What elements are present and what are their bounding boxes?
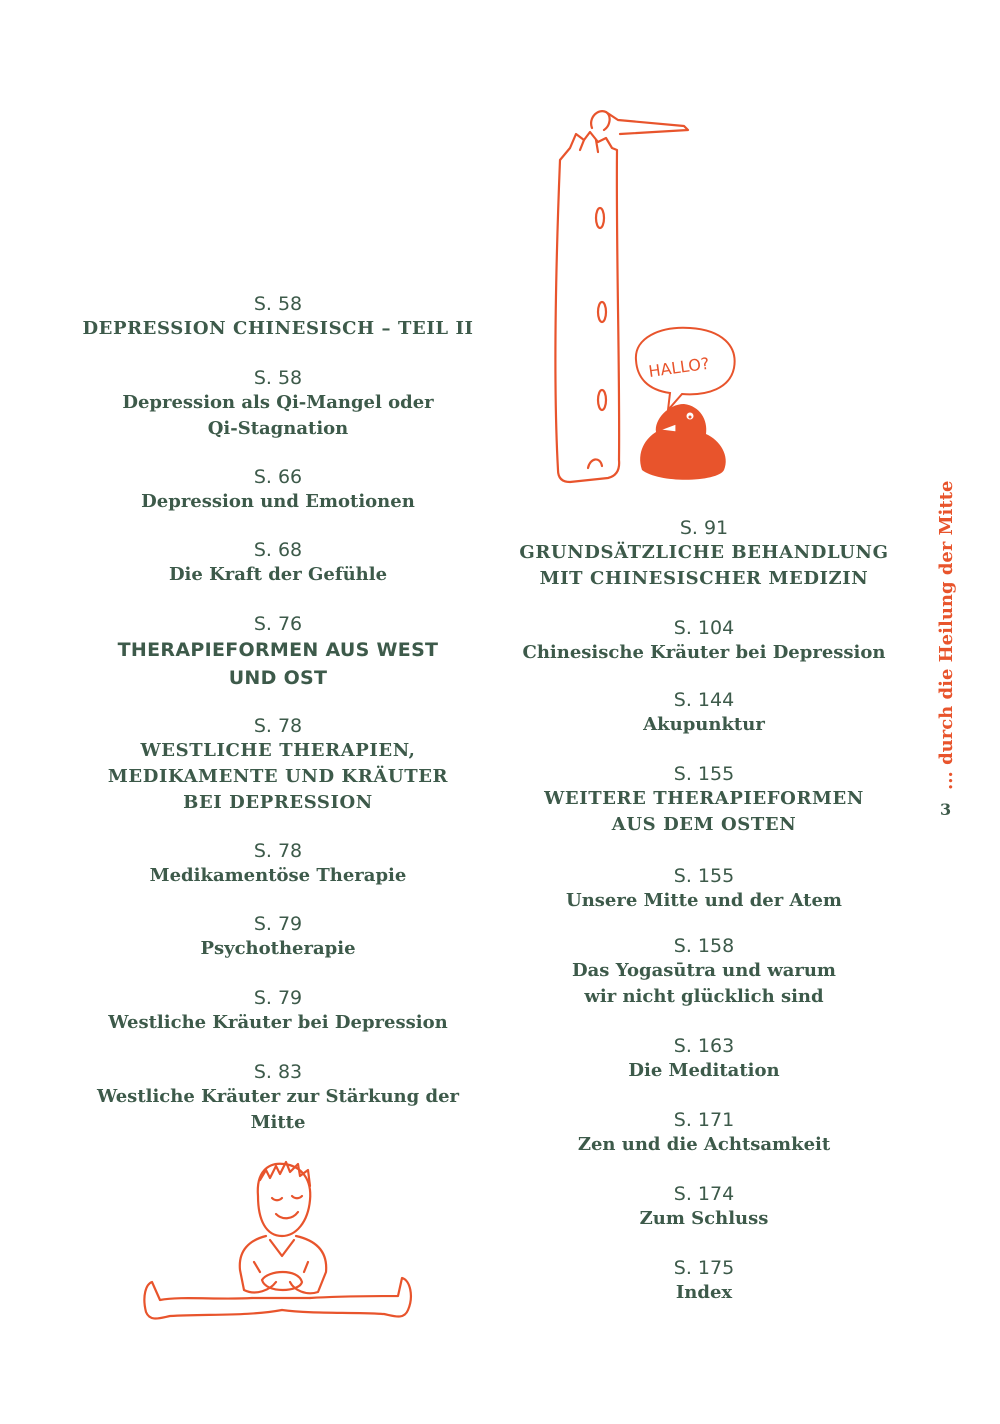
toc-page-ref: S. 175 (673, 1257, 735, 1279)
toc-page-ref: S. 158 (673, 935, 735, 957)
toc-entry-title: THERAPIEFORMEN AUS WEST UND OST (117, 639, 439, 689)
toc-entry-title: Die Meditation (628, 1060, 780, 1081)
toc-entry[interactable] (504, 616, 904, 666)
toc-entry[interactable] (504, 1034, 904, 1084)
toc-entry[interactable] (78, 465, 478, 515)
toc-entry-title: DEPRESSION CHINESISCH – TEIL II (82, 318, 474, 339)
toc-entry-title: WESTLICHE THERAPIEN, MEDIKAMENTE UND KRÄUTER BEI DEPRESSION (107, 740, 449, 813)
speech-bubble-text: HALLO? (647, 353, 711, 382)
toc-entry-title: Psychotherapie (200, 938, 356, 959)
toc-entry-title: Westliche Kräuter bei Depression (108, 1012, 448, 1033)
toc-page-ref: S. 58 (253, 367, 303, 389)
toc-entry-title: Das Yogasūtra und warum wir nicht glücklich sind (572, 960, 836, 1007)
toc-entry[interactable] (504, 516, 904, 592)
toc-entry[interactable] (78, 366, 478, 442)
toc-page-ref: S. 91 (679, 517, 729, 539)
toc-entry-title: Depression als Qi-Mangel oder Qi-Stagnation (122, 392, 434, 439)
toc-page-ref: S. 68 (253, 539, 303, 561)
toc-entry[interactable] (504, 688, 904, 738)
toc-page-ref: S. 155 (673, 865, 735, 887)
toc-page-ref: S. 83 (253, 1061, 303, 1083)
toc-page-ref: S. 66 (253, 466, 303, 488)
toc-entry[interactable] (78, 1060, 478, 1136)
toc-page-ref: S. 174 (673, 1183, 735, 1205)
toc-page-ref: S. 76 (253, 613, 303, 635)
toc-entry[interactable] (504, 864, 904, 914)
toc-entry-title: Unsere Mitte und der Atem (566, 890, 842, 911)
toc-entry-title: Die Kraft der Gefühle (168, 564, 388, 585)
toc-page-ref: S. 144 (673, 689, 735, 711)
toc-entry-title: Akupunktur (643, 714, 765, 735)
toc-entry[interactable] (78, 839, 478, 889)
toc-entry[interactable] (504, 762, 904, 838)
toc-entry[interactable] (78, 912, 478, 962)
toc-page-ref: S. 171 (673, 1109, 735, 1131)
toc-page-ref: S. 163 (673, 1035, 735, 1057)
toc-entry[interactable] (78, 292, 478, 342)
toc-page-ref: S. 58 (253, 293, 303, 315)
toc-entry-title: Westliche Kräuter zur Stärkung der Mitte (96, 1086, 460, 1133)
toc-entry[interactable] (504, 934, 904, 1010)
toc-entry-title: GRUNDSÄTZLICHE BEHANDLUNG MIT CHINESISCHER MEDIZIN (519, 542, 889, 589)
toc-page-ref: S. 78 (253, 715, 303, 737)
toc-entry[interactable] (78, 538, 478, 588)
toc-entry-title: Depression und Emotionen (141, 491, 415, 512)
toc-entry-title: Medikamentöse Therapie (149, 865, 407, 886)
page-number: 3 (940, 800, 952, 819)
toc-entry[interactable] (78, 986, 478, 1036)
toc-entry-title: Zen und die Achtsamkeit (577, 1134, 831, 1155)
toc-entry[interactable] (504, 1256, 904, 1306)
toc-entry[interactable] (78, 612, 478, 692)
toc-entry[interactable] (504, 1182, 904, 1232)
toc-entry-title: Index (675, 1282, 733, 1303)
toc-entry[interactable] (504, 1108, 904, 1158)
toc-page-ref: S. 104 (673, 617, 735, 639)
toc-entry-title: Zum Schluss (639, 1208, 769, 1229)
toc-entry-title: WEITERE THERAPIEFORMEN AUS DEM OSTEN (544, 788, 864, 835)
toc-page-ref: S. 79 (253, 987, 303, 1009)
toc-page-ref: S. 155 (673, 763, 735, 785)
toc-page-ref: S. 78 (253, 840, 303, 862)
toc-page-ref: S. 79 (253, 913, 303, 935)
side-title-text: ... durch die Heilung der Mitte (936, 480, 957, 790)
side-running-title (930, 0, 970, 1424)
toc-entry[interactable] (78, 714, 478, 816)
toc-entry-title: Chinesische Kräuter bei Depression (522, 642, 886, 663)
